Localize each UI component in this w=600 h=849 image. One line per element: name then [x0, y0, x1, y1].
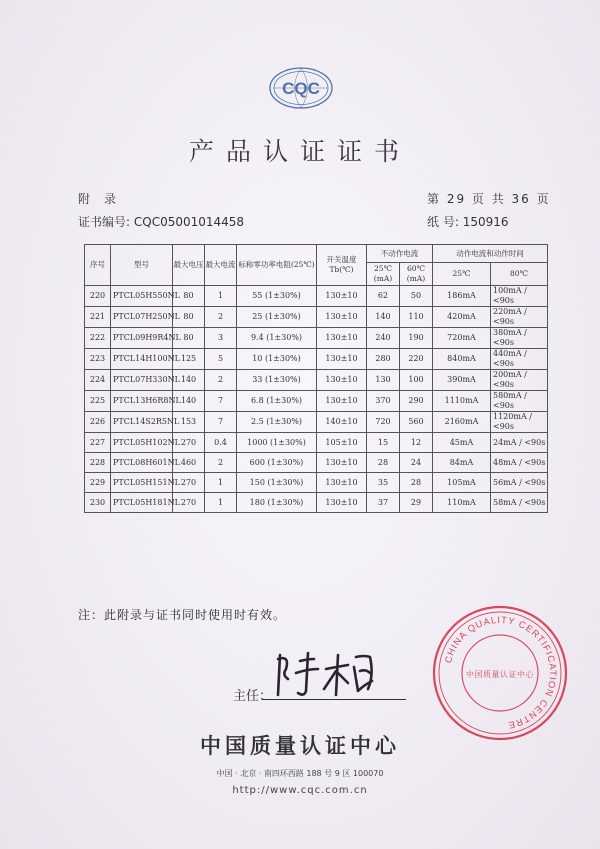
cell-model: PTCL09H9R4NL [111, 328, 173, 349]
cell-op-25: 420mA [433, 307, 491, 328]
cell-seq: 229 [85, 473, 111, 493]
header-max-current: 最大电流 [205, 245, 237, 286]
cell-op-25: 84mA [433, 453, 491, 473]
cell-op-80: 56mA / <90s [491, 473, 548, 493]
cell-max-voltage: 270 [173, 433, 205, 453]
cell-max-voltage: 270 [173, 473, 205, 493]
cell-switch-temp: 130±10 [317, 286, 367, 307]
cell-non-op-60: 29 [400, 493, 433, 513]
cell-non-op-25: 280 [367, 349, 400, 370]
cqc-logo [268, 66, 334, 110]
director-signature [256, 645, 406, 703]
cell-op-80: 380mA / <90s [491, 328, 548, 349]
cell-seq: 225 [85, 391, 111, 412]
cell-max-current: 5 [205, 349, 237, 370]
cell-switch-temp: 130±10 [317, 370, 367, 391]
cell-non-op-60: 290 [400, 391, 433, 412]
director-label: 主任： [233, 689, 273, 704]
issuer-website[interactable]: http://www.cqc.com.cn [232, 785, 368, 796]
paper-number [427, 213, 509, 230]
cell-non-op-25: 15 [367, 433, 400, 453]
issuer-address: 中国 · 北京 · 南四环西路 188 号 9 区 100070 [216, 769, 384, 778]
cell-max-voltage: 125 [173, 349, 205, 370]
header-op-25: 25℃ [433, 263, 491, 286]
cell-non-op-25: 370 [367, 391, 400, 412]
cell-switch-temp: 130±10 [317, 473, 367, 493]
table-row [85, 412, 548, 433]
cell-max-current: 2 [205, 453, 237, 473]
issuer-name: 中国质量认证中心 [200, 734, 400, 758]
cell-resistance: 10 (1±30%) [237, 349, 317, 370]
header-non-op-60: 60℃(mA) [400, 263, 433, 286]
cell-seq: 226 [85, 412, 111, 433]
cell-max-current: 7 [205, 391, 237, 412]
table-row [85, 286, 548, 307]
header-model: 型号 [111, 245, 173, 286]
appendix-table [84, 244, 548, 513]
cell-op-25: 110mA [433, 493, 491, 513]
cell-non-op-25: 28 [367, 453, 400, 473]
cell-non-op-60: 50 [400, 286, 433, 307]
cell-op-80: 24mA / <90s [491, 433, 548, 453]
cell-seq: 223 [85, 349, 111, 370]
cell-resistance: 25 (1±30%) [237, 307, 317, 328]
cell-max-current: 1 [205, 493, 237, 513]
cell-non-op-60: 12 [400, 433, 433, 453]
cell-switch-temp: 130±10 [317, 391, 367, 412]
cell-model: PTCL05H102NL [111, 433, 173, 453]
cell-max-voltage: 140 [173, 370, 205, 391]
cell-seq: 220 [85, 286, 111, 307]
cell-op-80: 1120mA / <90s [491, 412, 548, 433]
cell-seq: 228 [85, 453, 111, 473]
validity-note: 注：此附录与证书同时使用时有效。 [78, 608, 287, 622]
cell-max-voltage: 270 [173, 493, 205, 513]
cell-model: PTCL07H330NL [111, 370, 173, 391]
cell-seq: 230 [85, 493, 111, 513]
cell-max-current: 1 [205, 286, 237, 307]
cell-op-80: 100mA / <90s [491, 286, 548, 307]
cell-resistance: 1000 (1±30%) [237, 433, 317, 453]
cell-switch-temp: 130±10 [317, 453, 367, 473]
cell-resistance: 180 (1±30%) [237, 493, 317, 513]
cell-seq: 227 [85, 433, 111, 453]
cell-model: PTCL05H181NL [111, 493, 173, 513]
cell-max-current: 3 [205, 328, 237, 349]
cell-model: PTCL13H6R8NL [111, 391, 173, 412]
table-row [85, 391, 548, 412]
cell-non-op-25: 37 [367, 493, 400, 513]
cell-model: PTCL14S2R5NL [111, 412, 173, 433]
cell-op-25: 2160mA [433, 412, 491, 433]
cell-op-25: 720mA [433, 328, 491, 349]
cell-non-op-25: 62 [367, 286, 400, 307]
cell-max-current: 2 [205, 370, 237, 391]
cell-op-80: 440mA / <90s [491, 349, 548, 370]
cell-max-voltage: 80 [173, 286, 205, 307]
cell-resistance: 150 (1±30%) [237, 473, 317, 493]
header-non-op-25: 25℃(mA) [367, 263, 400, 286]
cell-switch-temp: 140±10 [317, 412, 367, 433]
cell-non-op-60: 24 [400, 453, 433, 473]
cell-max-current: 0.4 [205, 433, 237, 453]
cert-number-value: CQC05001014458 [133, 215, 245, 229]
cell-model: PTCL05H550NL [111, 286, 173, 307]
cell-resistance: 2.5 (1±30%) [237, 412, 317, 433]
logo-text: CQC [282, 79, 320, 98]
cell-max-voltage: 80 [173, 328, 205, 349]
cell-non-op-60: 560 [400, 412, 433, 433]
cell-non-op-25: 720 [367, 412, 400, 433]
cell-switch-temp: 130±10 [317, 328, 367, 349]
cell-non-op-60: 100 [400, 370, 433, 391]
cell-op-80: 220mA / <90s [491, 307, 548, 328]
cell-op-80: 580mA / <90s [491, 391, 548, 412]
cell-max-voltage: 153 [173, 412, 205, 433]
cell-non-op-25: 240 [367, 328, 400, 349]
cell-resistance: 9.4 (1±30%) [237, 328, 317, 349]
cell-non-op-60: 110 [400, 307, 433, 328]
seal-chinese-text: 中国质量认证中心 [466, 670, 534, 679]
table-row [85, 473, 548, 493]
cell-op-80: 48mA / <90s [491, 453, 548, 473]
cell-op-25: 1110mA [433, 391, 491, 412]
cell-op-25: 390mA [433, 370, 491, 391]
certificate-title: 产品认证证书 [188, 137, 411, 166]
appendix-label: 附录 [78, 192, 131, 206]
header-seq: 序号 [85, 245, 111, 286]
cell-non-op-60: 28 [400, 473, 433, 493]
cell-non-op-25: 35 [367, 473, 400, 493]
page-info: 第 29 页 共 36 页 [427, 192, 551, 206]
cell-op-80: 58mA / <90s [491, 493, 548, 513]
signature-line [262, 699, 406, 700]
header-max-voltage: 最大电压 [173, 245, 205, 286]
cell-max-current: 1 [205, 473, 237, 493]
cell-switch-temp: 130±10 [317, 349, 367, 370]
cell-op-25: 45mA [433, 433, 491, 453]
cell-op-80: 200mA / <90s [491, 370, 548, 391]
cell-model: PTCL05H151NL [111, 473, 173, 493]
cell-max-voltage: 140 [173, 391, 205, 412]
certification-seal [430, 603, 570, 743]
cell-resistance: 33 (1±30%) [237, 370, 317, 391]
table-row [85, 307, 548, 328]
table-row [85, 493, 548, 513]
header-non-operating: 不动作电流 [367, 245, 433, 263]
cell-seq: 221 [85, 307, 111, 328]
cell-non-op-60: 190 [400, 328, 433, 349]
cell-model: PTCL07H250NL [111, 307, 173, 328]
cell-non-op-25: 130 [367, 370, 400, 391]
cell-max-voltage: 460 [173, 453, 205, 473]
table-row [85, 433, 548, 453]
cell-model: PTCL08H601NL [111, 453, 173, 473]
cell-max-voltage: 80 [173, 307, 205, 328]
cell-non-op-25: 140 [367, 307, 400, 328]
cert-number-label: 证书编号: [78, 215, 131, 229]
cell-switch-temp: 130±10 [317, 307, 367, 328]
header-operating: 动作电流和动作时间 [433, 245, 548, 263]
header-resistance: 标称零功率电阻(25℃) [237, 245, 317, 286]
cell-switch-temp: 105±10 [317, 433, 367, 453]
cell-resistance: 6.8 (1±30%) [237, 391, 317, 412]
table-row [85, 349, 548, 370]
cell-seq: 224 [85, 370, 111, 391]
cell-op-25: 840mA [433, 349, 491, 370]
header-switch-temp: 开关温度Tb(℃) [317, 245, 367, 286]
cell-seq: 222 [85, 328, 111, 349]
cell-switch-temp: 130±10 [317, 493, 367, 513]
cell-resistance: 600 (1±30%) [237, 453, 317, 473]
table-row [85, 370, 548, 391]
seal-english-text: CHINA QUALITY CERTIFICATION CENTRE [443, 614, 559, 731]
cell-max-current: 7 [205, 412, 237, 433]
cell-model: PTCL14H100NL [111, 349, 173, 370]
cell-op-25: 105mA [433, 473, 491, 493]
table-row [85, 453, 548, 473]
cell-op-25: 186mA [433, 286, 491, 307]
paper-number-value: 150916 [462, 215, 509, 229]
cell-max-current: 2 [205, 307, 237, 328]
header-op-80: 80℃ [491, 263, 548, 286]
certificate-number [78, 213, 244, 230]
paper-number-label: 纸 号: [427, 215, 459, 229]
cell-non-op-60: 220 [400, 349, 433, 370]
cell-resistance: 55 (1±30%) [237, 286, 317, 307]
table-row [85, 328, 548, 349]
